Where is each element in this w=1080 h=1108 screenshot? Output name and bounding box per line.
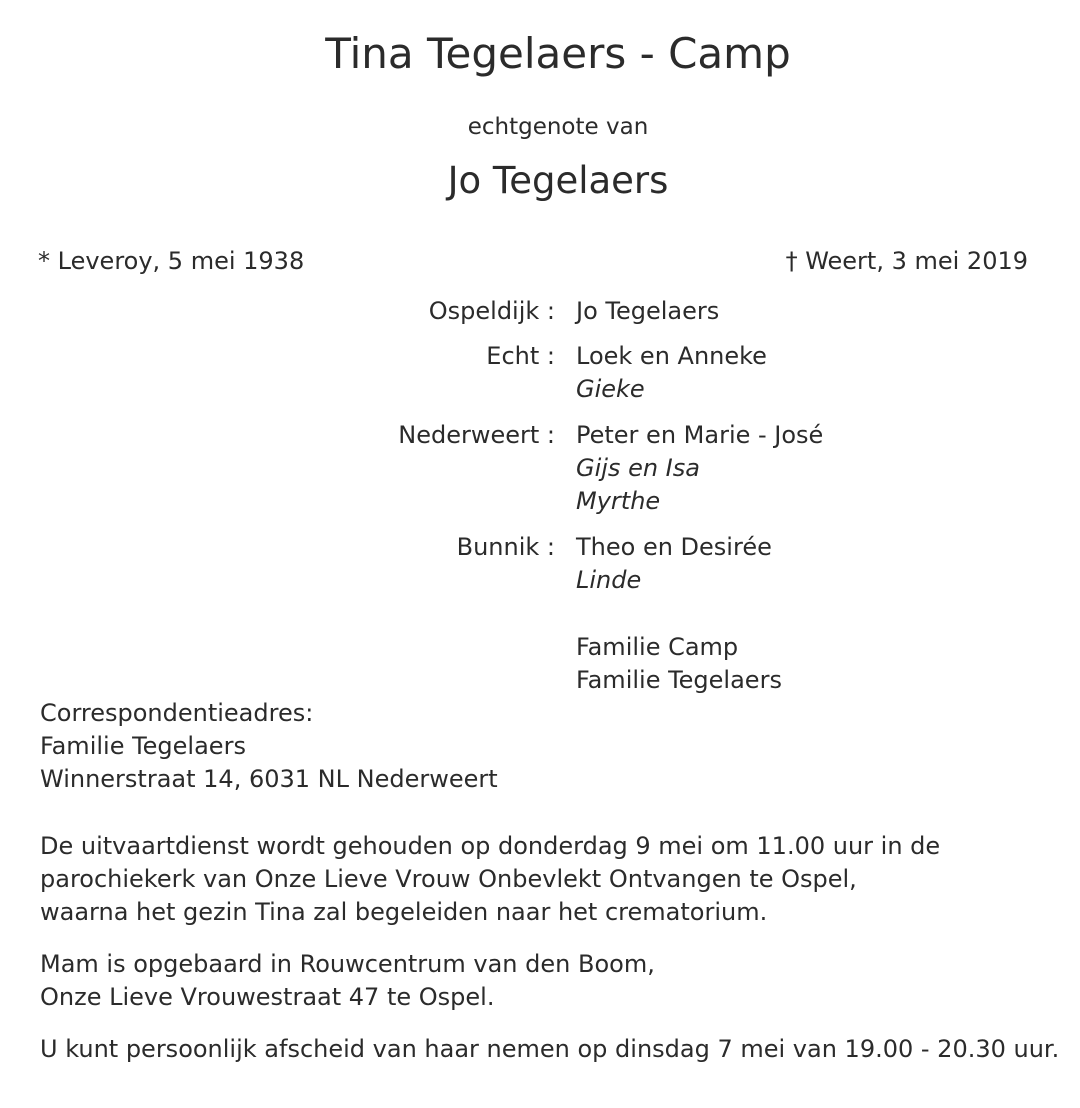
place-label-echt: Echt : xyxy=(486,342,555,370)
funeral-line: parochiekerk van Onze Lieve Vrouw Onbevlekt Ontvangen te Ospel, xyxy=(40,865,857,893)
place-label-bunnik: Bunnik : xyxy=(456,533,555,561)
relation-text: echtgenote van xyxy=(467,114,649,140)
funeral-line: waarna het gezin Tina zal begeleiden naar het crematorium. xyxy=(40,898,768,926)
grandchild: Myrthe xyxy=(576,487,661,515)
correspondence-heading: Correspondentieadres: xyxy=(40,699,314,727)
family-member: Jo Tegelaers xyxy=(576,297,720,325)
correspondence-street: Winnerstraat 14, 6031 NL Nederweert xyxy=(40,765,498,793)
grandchild: Gijs en Isa xyxy=(576,454,700,482)
viewing-line: Onze Lieve Vrouwestraat 47 te Ospel. xyxy=(40,983,495,1011)
death-date: † Weert, 3 mei 2019 xyxy=(785,247,1028,275)
correspondence-name: Familie Tegelaers xyxy=(40,732,246,760)
viewing-line: Mam is opgebaard in Rouwcentrum van den Boom, xyxy=(40,950,655,978)
family-member: Peter en Marie - José xyxy=(576,421,824,449)
grandchild: Gieke xyxy=(576,375,645,403)
grandchild: Linde xyxy=(576,566,642,594)
farewell-line: U kunt persoonlijk afscheid van haar nemen op dinsdag 7 mei van 19.00 - 20.30 uur. xyxy=(40,1035,1060,1063)
birth-date: * Leveroy, 5 mei 1938 xyxy=(38,247,305,275)
funeral-line: De uitvaartdienst wordt gehouden op donderdag 9 mei om 11.00 uur in de xyxy=(40,832,941,860)
place-label-ospeldijk: Ospeldijk : xyxy=(428,297,555,325)
family-member: Familie Camp xyxy=(576,633,739,661)
spouse-name: Jo Tegelaers xyxy=(447,159,669,202)
family-member: Loek en Anneke xyxy=(576,342,767,370)
family-member: Theo en Desirée xyxy=(576,533,772,561)
deceased-name: Tina Tegelaers - Camp xyxy=(325,29,791,78)
place-label-nederweert: Nederweert : xyxy=(398,421,555,449)
family-member: Familie Tegelaers xyxy=(576,666,782,694)
